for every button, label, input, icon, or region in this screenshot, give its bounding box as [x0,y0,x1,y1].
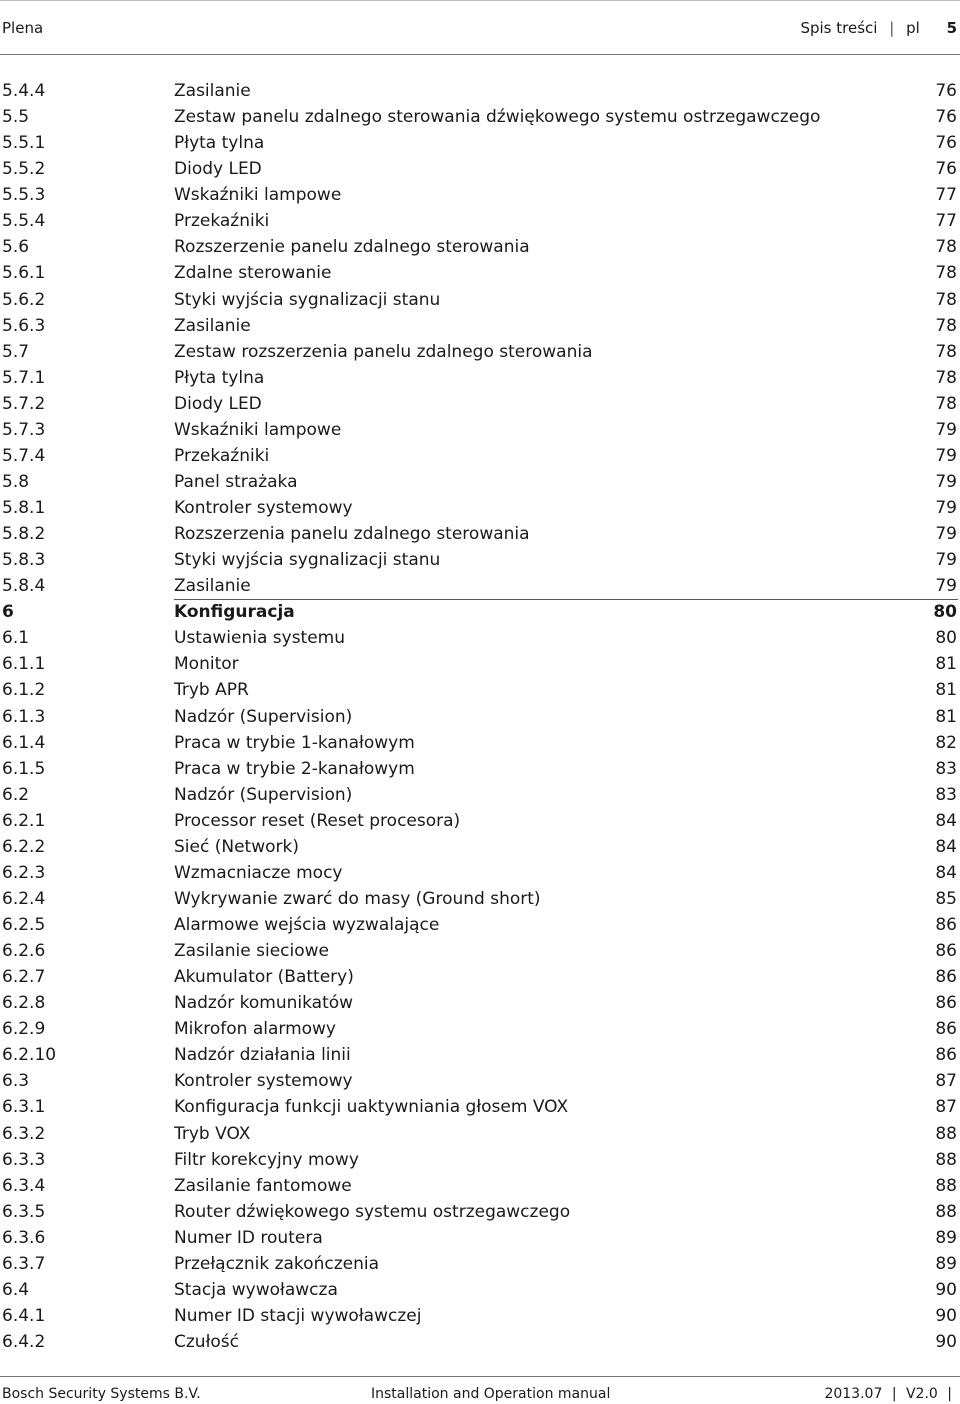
toc-entry-title: Zestaw panelu zdalnego sterowania dźwiękowego systemu ostrzegawczego [174,107,821,128]
toc-entry-title: Tryb VOX [174,1123,251,1144]
toc-entry-page: 87 [935,1071,957,1092]
toc-entry-title: Wykrywanie zwarć do masy (Ground short) [174,888,541,909]
toc-entry-title: Ustawienia systemu [174,628,346,649]
toc-entry[interactable] [0,1329,960,1355]
toc-entry-page: 80 [933,602,957,623]
toc-entry-number: 6.1 [2,628,30,649]
toc-entry-title: Styki wyjścia sygnalizacji stanu [174,289,441,310]
toc-entry[interactable] [0,782,960,808]
toc-entry-page: 86 [935,1019,957,1040]
toc-entry-page: 86 [935,1045,957,1066]
toc-entry-page: 83 [935,784,957,805]
toc-entry-number: 6.3.6 [2,1227,46,1248]
toc-entry-number: 5.6.2 [2,289,46,310]
toc-entry-title: Tryb APR [174,680,249,701]
toc-entry-page: 76 [935,81,957,101]
toc-entry-title: Zdalne sterowanie [174,263,332,284]
toc-entry[interactable] [0,704,960,730]
toc-entry[interactable] [0,1094,960,1120]
toc-entry[interactable] [0,808,960,834]
toc-entry-page: 86 [935,967,957,988]
toc-entry-number: 6.4 [2,1279,30,1300]
toc-entry-title: Płyta tylna [174,367,265,388]
toc-entry[interactable] [0,756,960,782]
toc-entry[interactable] [0,260,960,286]
toc-entry-title: Zestaw rozszerzenia panelu zdalnego sterowania [174,341,593,362]
toc-entry[interactable] [0,677,960,703]
page-header [0,0,960,56]
toc-entry-page: 77 [935,211,957,232]
toc-entry-number: 5.5.4 [2,211,46,232]
toc-entry[interactable] [0,469,960,495]
toc-entry-title: Diody LED [174,159,262,180]
toc-entry-page: 76 [935,107,957,128]
footer-trailing-separator: | [947,1386,952,1402]
toc-entry-title: Płyta tylna [174,133,265,154]
toc-entry-title: Numer ID routera [174,1227,323,1248]
toc-entry-title: Mikrofon alarmowy [174,1019,336,1040]
toc-entry-page: 79 [935,576,957,597]
toc-entry-title: Nadzór komunikatów [174,993,354,1014]
toc-entry-number: 5.7.4 [2,445,46,466]
toc-entry-title: Konfiguracja [174,602,295,623]
toc-entry[interactable] [0,339,960,365]
toc-entry-title: Akumulator (Battery) [174,967,354,988]
toc-entry-title: Czułość [174,1332,240,1352]
toc-entry-number: 5.7 [2,341,30,362]
header-page-number: 5 [946,19,957,37]
toc-entry-title: Alarmowe wejścia wyzwalające [174,915,440,935]
toc-entry-number: 5.5 [2,107,30,128]
toc-entry[interactable] [0,1068,960,1094]
toc-entry[interactable] [0,391,960,417]
toc-entry[interactable] [0,1016,960,1042]
toc-entry-page: 79 [935,524,957,545]
toc-entry-title: Panel strażaka [174,471,298,492]
toc-entry-page: 78 [935,367,957,388]
toc-entry-title: Zasilanie [174,315,251,336]
toc-entry-title: Wskaźniki lampowe [174,419,342,440]
toc-entry[interactable] [0,860,960,886]
toc-entry-number: 6.1.2 [2,680,46,701]
footer-date: 2013.07 [824,1386,883,1402]
toc-entry-title: Przekaźniki [174,211,270,232]
toc-entry[interactable] [0,1173,960,1199]
toc-entry-number: 6.2.6 [2,941,46,962]
toc-entry-title: Wskaźniki lampowe [174,185,342,206]
toc-entry-number: 6.4.1 [2,1305,46,1326]
toc-entry-page: 82 [935,732,957,753]
toc-entry-page: 89 [935,1253,957,1274]
toc-entry-number: 5.8.3 [2,550,46,571]
toc-entry-page: 86 [935,915,957,935]
toc-entry-page: 86 [935,993,957,1014]
toc-entry[interactable] [0,208,960,234]
toc-entry-number: 5.7.1 [2,367,46,388]
toc-entry[interactable] [0,625,960,651]
toc-entry-page: 88 [935,1201,957,1222]
toc-entry-page: 84 [935,810,957,831]
toc-entry-title: Nadzór działania linii [174,1045,351,1066]
toc-entry-number: 5.7.2 [2,393,46,414]
toc-entry-number: 5.5.1 [2,133,46,154]
toc-entry[interactable] [0,547,960,573]
toc-entry[interactable] [0,1121,960,1147]
toc-entry-page: 76 [935,159,957,180]
toc-entry-page: 88 [935,1123,957,1144]
toc-entry-title: Przełącznik zakończenia [174,1253,379,1274]
toc-entry[interactable] [0,1147,960,1173]
toc-entry-page: 79 [935,419,957,440]
toc-entry[interactable] [0,417,960,443]
toc-entry-number: 6.2.1 [2,810,46,831]
toc-entry[interactable] [0,912,960,938]
page-footer [0,1376,960,1404]
toc-entry-page: 90 [935,1279,957,1300]
toc-entry-page: 78 [935,289,957,310]
toc-entry[interactable] [0,104,960,130]
toc-entry-title: Zasilanie fantomowe [174,1175,352,1196]
toc-entry-page: 79 [935,471,957,492]
toc-entry-number: 6.3.5 [2,1201,46,1222]
toc-entry[interactable] [0,313,960,339]
toc-entry-title: Rozszerzenie panelu zdalnego sterowania [174,237,530,258]
toc-entry-number: 6.2.3 [2,862,46,883]
toc-entry-page: 85 [935,888,957,909]
toc-entry-title: Zasilanie [174,576,251,597]
header-section-info [800,19,957,37]
toc-entry-number: 5.7.3 [2,419,46,440]
toc-entry-page: 79 [935,550,957,571]
toc-entry-title: Styki wyjścia sygnalizacji stanu [174,550,441,571]
toc-entry-number: 5.8.2 [2,524,46,545]
toc-entry[interactable] [0,365,960,391]
toc-entry-title: Diody LED [174,393,262,414]
toc-entry-page: 78 [935,315,957,336]
header-bottom-rule [0,54,960,55]
toc-entry-number: 6.2.8 [2,993,46,1014]
toc-entry[interactable] [0,78,960,104]
toc-entry-number: 6.3.1 [2,1097,46,1118]
toc-entry-title: Filtr korekcyjny mowy [174,1149,359,1170]
toc-entry-title: Stacja wywoławcza [174,1279,338,1300]
toc-entry[interactable] [0,651,960,677]
toc-entry[interactable] [0,182,960,208]
toc-entry-title: Przekaźniki [174,445,270,466]
toc-entry-number: 6.3 [2,1071,30,1092]
toc-entry-page: 77 [935,185,957,206]
toc-entry[interactable] [0,130,960,156]
toc-entry-number: 5.8.4 [2,576,46,597]
toc-entry-title: Sieć (Network) [174,836,299,857]
toc-entry-number: 6.4.2 [2,1332,46,1352]
toc-entry-page: 81 [935,654,957,675]
footer-version: V2.0 [905,1386,938,1402]
toc-entry-page: 80 [935,628,957,649]
toc-entry-page: 90 [935,1305,957,1326]
toc-entry-title: Nadzór (Supervision) [174,784,353,805]
toc-entry[interactable] [0,1199,960,1225]
footer-company: Bosch Security Systems B.V. [2,1386,201,1402]
toc-entry[interactable] [0,521,960,547]
toc-entry-title: Zasilanie [174,81,251,101]
toc-entry-number: 6.1.1 [2,654,46,675]
toc-entry-number: 5.5.3 [2,185,46,206]
toc-entry[interactable] [0,964,960,990]
footer-separator: | [891,1386,897,1402]
header-top-rule [0,0,960,1]
toc-entry-page: 81 [935,680,957,701]
toc-entry-title: Rozszerzenia panelu zdalnego sterowania [174,524,530,545]
toc-entry-page: 88 [935,1149,957,1170]
toc-entry-number: 5.6.3 [2,315,46,336]
toc-entry-number: 6.2.10 [2,1045,57,1066]
toc-entry-title: Numer ID stacji wywoławczej [174,1305,422,1326]
toc-entry-title: Praca w trybie 2-kanałowym [174,758,415,779]
toc-entry-page: 81 [935,706,957,727]
toc-entry[interactable] [0,990,960,1016]
toc-entry-page: 78 [935,237,957,258]
toc-entry[interactable] [0,730,960,756]
toc-entry-page: 79 [935,445,957,466]
toc-entry-number: 5.6.1 [2,263,46,284]
toc-entry[interactable] [0,834,960,860]
toc-entry-number: 5.8.1 [2,498,46,518]
toc-entry-title: Router dźwiękowego systemu ostrzegawczego [174,1201,571,1222]
toc-entry-page: 87 [935,1097,957,1118]
toc-entry-number: 6.2 [2,784,30,805]
toc-entry[interactable] [0,938,960,964]
toc-entry-number: 5.6 [2,237,30,258]
toc-entry[interactable] [0,495,960,521]
toc-entry[interactable] [0,287,960,313]
toc-entry-number: 6.2.4 [2,888,46,909]
toc-entry-number: 6.2.9 [2,1019,46,1040]
toc-entry-number: 6.3.4 [2,1175,46,1196]
header-product-name: Plena [2,19,44,37]
toc-entry-title: Processor reset (Reset procesora) [174,810,461,831]
toc-entry-number: 6.3.2 [2,1123,46,1144]
toc-entry-title: Nadzór (Supervision) [174,706,353,727]
toc-entry-page: 86 [935,941,957,962]
toc-entry-number: 6 [2,602,14,623]
toc-entry-title: Konfiguracja funkcji uaktywniania głosem VOX [174,1097,569,1118]
toc-entry-page: 78 [935,393,957,414]
toc-entry[interactable] [0,573,960,599]
toc-entry-number: 6.1.5 [2,758,46,779]
toc-entry[interactable] [0,1251,960,1277]
toc-entry-number: 5.4.4 [2,81,46,101]
toc-entry-page: 88 [935,1175,957,1196]
toc-entry-page: 90 [935,1332,957,1352]
footer-edition [824,1386,957,1402]
toc-entry-page: 89 [935,1227,957,1248]
toc-entry[interactable] [0,156,960,182]
toc-entry-page: 83 [935,758,957,779]
toc-entry[interactable] [0,443,960,469]
toc-entry-number: 6.1.3 [2,706,46,727]
table-of-contents [0,78,960,1355]
toc-entry[interactable] [0,1225,960,1251]
toc-entry-title: Monitor [174,654,239,675]
toc-entry[interactable] [0,1277,960,1303]
toc-entry-number: 6.2.2 [2,836,46,857]
toc-entry[interactable] [0,886,960,912]
toc-entry-title: Wzmacniacze mocy [174,862,343,883]
toc-entry-page: 84 [935,862,957,883]
toc-entry-title: Kontroler systemowy [174,498,353,518]
header-language: pl [906,19,920,37]
toc-entry-page: 79 [935,498,957,518]
toc-entry[interactable] [0,1303,960,1329]
footer-rule [0,1376,960,1377]
toc-entry-number: 5.5.2 [2,159,46,180]
header-separator: | [889,19,895,37]
toc-entry[interactable] [0,234,960,260]
toc-entry-page: 78 [935,341,957,362]
toc-entry[interactable] [0,1042,960,1068]
toc-entry-number: 6.3.7 [2,1253,46,1274]
toc-entry-title: Praca w trybie 1-kanałowym [174,732,415,753]
footer-document-title: Installation and Operation manual [371,1386,611,1402]
toc-entry-page: 84 [935,836,957,857]
toc-chapter-entry[interactable] [0,599,960,625]
toc-entry-title: Zasilanie sieciowe [174,941,330,962]
toc-entry-number: 6.2.7 [2,967,46,988]
toc-entry-page: 76 [935,133,957,154]
toc-entry-number: 5.8 [2,471,30,492]
toc-entry-title: Kontroler systemowy [174,1071,353,1092]
toc-entry-page: 78 [935,263,957,284]
header-section-title: Spis treści [800,19,878,37]
toc-entry-number: 6.2.5 [2,915,46,935]
toc-entry-number: 6.3.3 [2,1149,46,1170]
toc-entry-number: 6.1.4 [2,732,46,753]
